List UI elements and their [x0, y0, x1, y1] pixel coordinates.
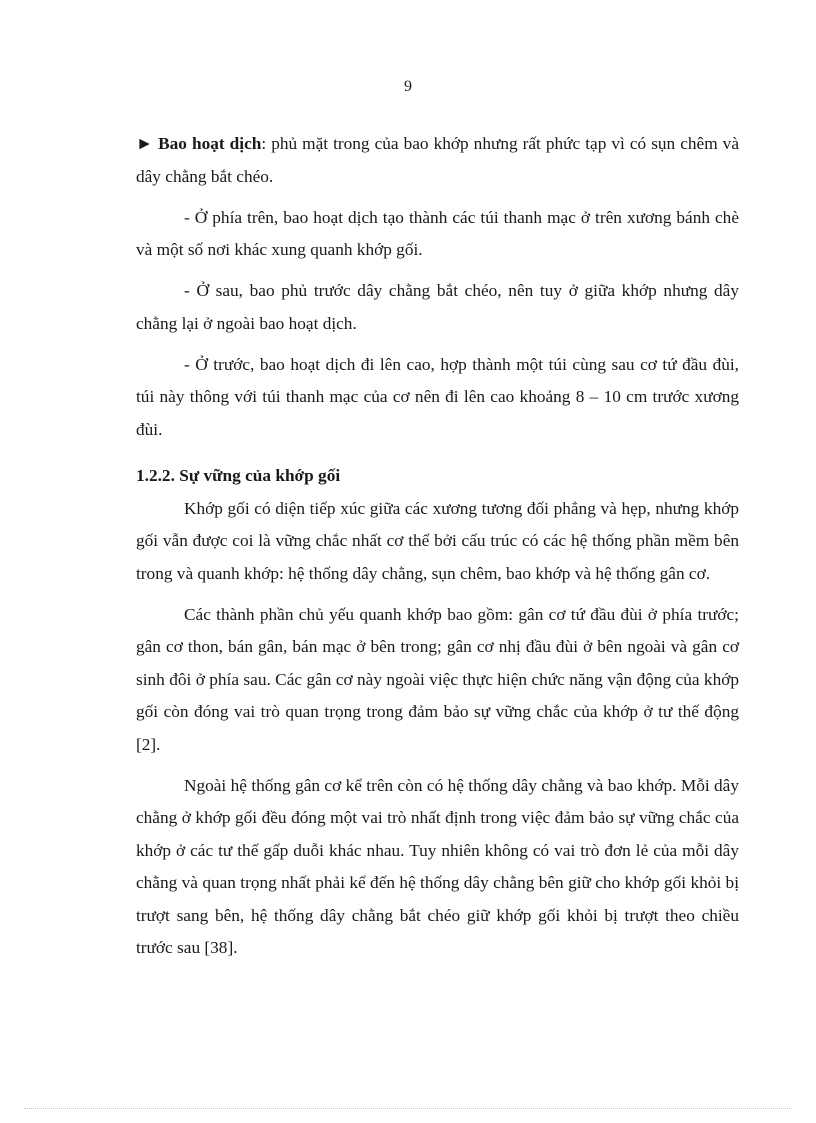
- document-body: [136, 128, 739, 965]
- section-paragraph: Ngoài hệ thống gân cơ kể trên còn có hệ thống dây chằng và bao khớp. Mỗi dây chằng ở khớp gối đều đóng một vai trò nhất định trong việc đảm bảo sự vững chắc của khớp ở các tư thế gấp duỗi khác nhau. Tuy nhiên không có vai trò đơn lẻ của mỗi dây chằng và quan trọng nhất phải kể đến hệ thống dây chằng bên giữ cho khớp gối khỏi bị trượt sang bên, hệ thống dây chằng bắt chéo giữ khớp gối khỏi bị trượt theo chiều trước sau [38].: [136, 775, 739, 957]
- triangle-bullet-icon: ►: [136, 134, 154, 153]
- section-paragraph: Khớp gối có diện tiếp xúc giữa các xương tương đối phẳng và hẹp, nhưng khớp gối vẫn được coi là vững chắc nhất cơ thể bởi cấu trúc có các hệ thống phần mềm bên trong và quanh khớp: hệ thống dây chằng, sụn chêm, bao khớp và hệ thống gân cơ.: [136, 498, 739, 583]
- page-bottom-divider: [24, 1108, 792, 1109]
- page-number: 9: [404, 78, 412, 95]
- section-paragraph: Các thành phần chủ yếu quanh khớp bao gồm: gân cơ tứ đầu đùi ở phía trước; gân cơ thon, bán gân, bán mạc ở bên trong; gân cơ nhị đầu đùi ở bên ngoài và gân cơ sinh đôi ở phía sau. Các gân cơ này ngoài việc thực hiện chức năng vận động của khớp gối còn đóng vai trò quan trọng trong đảm bảo sự vững chắc của khớp ở tư thế động [2].: [136, 604, 739, 754]
- section-heading: 1.2.2. Sự vững của khớp gối: [136, 466, 341, 485]
- bao-hoat-dich-text: : phủ mặt trong của bao khớp nhưng rất phức tạp vì có sụn chêm và dây chằng bắt chéo.: [136, 134, 739, 186]
- bullet-paragraph-top: - Ở phía trên, bao hoạt dịch tạo thành các túi thanh mạc ở trên xương bánh chè và một số nơi khác xung quanh khớp gối.: [136, 207, 739, 259]
- bao-hoat-dich-paragraph: [136, 128, 739, 193]
- bao-hoat-dich-term: Bao hoạt dịch: [158, 134, 262, 153]
- bullet-paragraph-back: - Ở sau, bao phủ trước dây chằng bắt chéo, nên tuy ở giữa khớp nhưng dây chằng lại ở ngoài bao hoạt dịch.: [136, 281, 739, 333]
- bullet-paragraph-front: - Ở trước, bao hoạt dịch đi lên cao, hợp thành một túi cùng sau cơ tứ đầu đùi, túi này thông với túi thanh mạc của cơ nên đi lên cao khoảng 8 – 10 cm trước xương đùi.: [136, 354, 739, 439]
